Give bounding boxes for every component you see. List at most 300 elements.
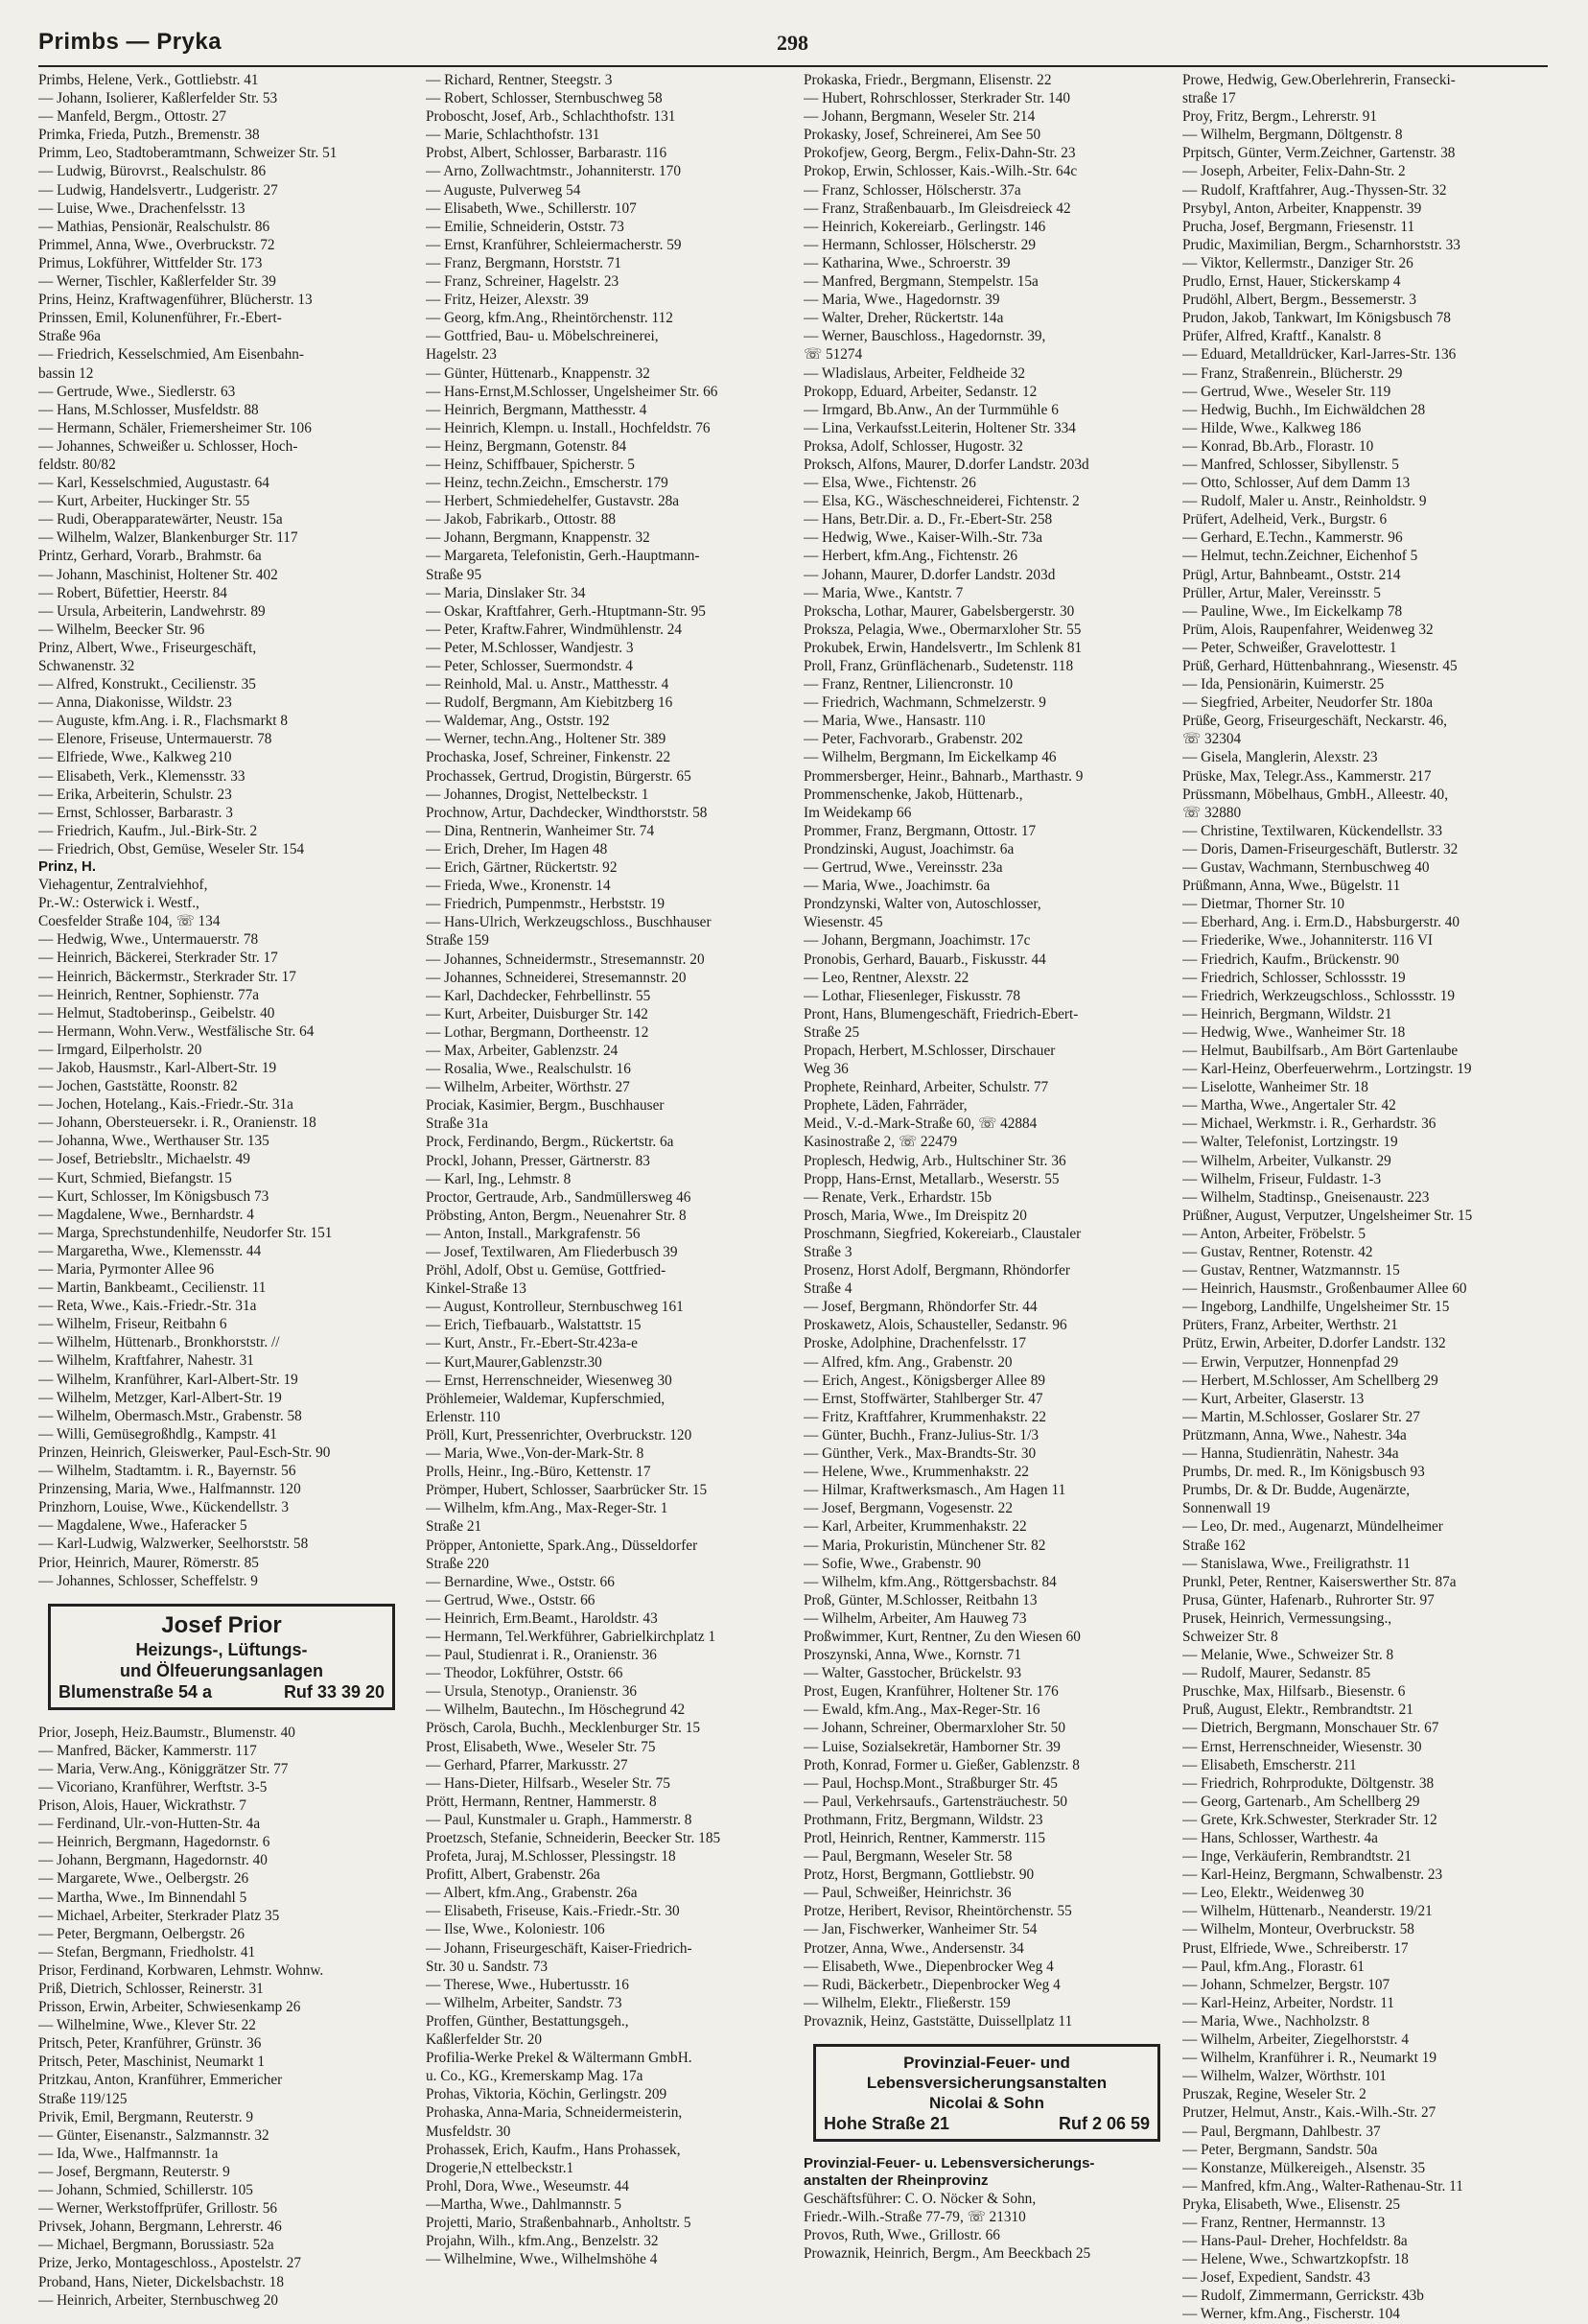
directory-entry: Prosch, Maria, Wwe., Im Dreispitz 20 <box>804 1207 1027 1224</box>
directory-entry: — Franz, Schreiner, Hagelstr. 23 <box>426 273 619 291</box>
directory-entry: — Werner, kfm.Ang., Fischerstr. 104 <box>1182 2306 1400 2323</box>
directory-entry: — Viktor, Kellermstr., Danziger Str. 26 <box>1182 254 1413 271</box>
directory-entry: — Rudi, Oberapparatewärter, Neustr. 15a <box>38 511 283 528</box>
directory-entry: — Hans, M.Schlosser, Musfeldstr. 88 <box>38 401 259 418</box>
directory-entry: — Kurt, Anstr., Fr.-Ebert-Str.423a-e <box>426 1335 638 1352</box>
directory-entry: — Friederike, Wwe., Johanniterstr. 116 VI <box>1182 932 1433 950</box>
directory-entry: — Kurt, Arbeiter, Duisburger Str. 142 <box>426 1005 648 1022</box>
directory-entry: Musfeldstr. 30 <box>426 2123 511 2140</box>
directory-entry: — Ida, Wwe., Halfmannstr. 1a <box>38 2145 219 2162</box>
directory-entry: — Manfeld, Bergm., Ottostr. 27 <box>38 108 227 126</box>
directory-entry: Prinssen, Emil, Kolunenführer, Fr.-Ebert- <box>38 310 282 327</box>
directory-entry: — Friedrich, Wachmann, Schmelzerstr. 9 <box>804 694 1046 712</box>
entry-list <box>804 71 1168 2031</box>
directory-entry: — Dietrich, Bergmann, Monschauer Str. 67 <box>1182 1720 1439 1737</box>
directory-entry: — August, Kontrolleur, Sternbuschweg 161 <box>426 1299 684 1316</box>
directory-entry: — Heinrich, Bergmann, Matthesstr. 4 <box>426 401 647 418</box>
directory-entry: — Ida, Pensionärin, Kuimerstr. 25 <box>1182 676 1385 693</box>
directory-entry: — Maria, Prokuristin, Münchener Str. 82 <box>804 1537 1046 1554</box>
directory-entry: — Jochen, Gaststätte, Roonstr. 82 <box>38 1078 238 1095</box>
directory-entry: — Heinrich, Hausmstr., Großenbaumer Allee 60 <box>1182 1280 1467 1298</box>
directory-entry: Propp, Hans-Ernst, Metallarb., Weserstr. 55 <box>804 1170 1060 1187</box>
directory-entry: — Anton, Arbeiter, Fröbelstr. 5 <box>1182 1225 1366 1242</box>
directory-entry: Prondzinski, August, Joachimstr. 6a <box>804 840 1015 857</box>
directory-entry: Prisson, Erwin, Arbeiter, Schwiesenkamp 26 <box>38 1999 301 2016</box>
directory-entry: Prohl, Dora, Wwe., Weseumstr. 44 <box>426 2177 629 2195</box>
directory-entry: — Heinrich, Bergmann, Wildstr. 21 <box>1182 1005 1392 1022</box>
directory-entry: Prokop, Erwin, Schlosser, Kais.-Wilh.-Str. 64c <box>804 163 1078 180</box>
directory-entry: Privik, Emil, Bergmann, Reuterstr. 9 <box>38 2108 254 2125</box>
directory-entry: — Hedwig, Wwe., Untermauerstr. 78 <box>38 931 259 949</box>
directory-entry: — Peter, Schlosser, Suermondstr. 4 <box>426 658 633 674</box>
directory-entry: Prommenschenke, Jakob, Hüttenarb., <box>804 786 1023 803</box>
directory-entry: — Paul, kfm.Ang., Florastr. 61 <box>1182 1958 1365 1975</box>
directory-entry: Prüßner, August, Verputzer, Ungelsheimer Str. 15 <box>1182 1207 1473 1224</box>
directory-entry: — Karl-Heinz, Arbeiter, Nordstr. 11 <box>1182 1994 1394 2011</box>
directory-entry: — Johann, Friseurgeschäft, Kaiser-Friedrich- <box>426 1939 692 1957</box>
directory-entry: Straße 3 <box>804 1244 852 1260</box>
directory-entry: Privsek, Johann, Bergmann, Lehrerstr. 46 <box>38 2218 282 2236</box>
directory-entry: — Hedwig, Wwe., Kaiser-Wilh.-Str. 73a <box>804 529 1043 547</box>
directory-entry: Prost, Eugen, Kranführer, Holtener Str. 176 <box>804 1683 1059 1701</box>
directory-entry: — Alfred, kfm. Ang., Grabenstr. 20 <box>804 1353 1013 1371</box>
directory-entry: — Inge, Verkäuferin, Rembrandtstr. 21 <box>1182 1848 1412 1866</box>
directory-entry: Proksza, Pelagia, Wwe., Obermarxloher Str. 55 <box>804 621 1082 638</box>
directory-entry: — Hanna, Studienrätin, Nahestr. 34a <box>1182 1445 1399 1463</box>
directory-entry: — Maria, Verw.Ang., Königgrätzer Str. 77 <box>38 1760 289 1777</box>
directory-entry: Prolls, Heinr., Ing.-Büro, Kettenstr. 17 <box>426 1464 651 1481</box>
directory-entry: — Ferdinand, Ulr.-von-Hutten-Str. 4a <box>38 1816 261 1833</box>
directory-entry: — Rudolf, Maurer, Sedanstr. 85 <box>1182 1665 1371 1682</box>
directory-entry: — Paul, Hochsp.Mont., Straßburger Str. 45 <box>804 1774 1058 1792</box>
entry-list <box>38 876 403 1590</box>
directory-entry: Prütz, Erwin, Arbeiter, D.dorfer Landstr. 132 <box>1182 1335 1446 1352</box>
directory-entry: Straße 220 <box>426 1555 489 1572</box>
directory-entry: Primka, Frieda, Putzh., Bremenstr. 38 <box>38 127 260 144</box>
directory-entry: — Manfred, kfm.Ang., Walter-Rathenau-Str. 11 <box>1182 2177 1463 2195</box>
directory-entry: — Sofie, Wwe., Grabenstr. 90 <box>804 1555 981 1572</box>
directory-entry: Prokscha, Lothar, Maurer, Gabelsbergerstr. 30 <box>804 602 1075 620</box>
directory-entry: — Josef, Betriebsltr., Michaelstr. 49 <box>38 1151 250 1168</box>
directory-entry: — Ursula, Stenotyp., Oranienstr. 36 <box>426 1683 638 1701</box>
directory-entry: Prommer, Franz, Bergmann, Ottostr. 17 <box>804 822 1037 839</box>
directory-entry: — Vicoriano, Kranführer, Werftstr. 3-5 <box>38 1778 268 1796</box>
directory-entry: Pritsch, Peter, Maschinist, Neumarkt 1 <box>38 2054 266 2071</box>
directory-entry: — Wilhelm, Bergmann, Im Eickelkamp 46 <box>804 749 1057 766</box>
directory-entry: — Wilhelm, Arbeiter, Am Hauweg 73 <box>804 1609 1027 1627</box>
directory-entry: — Gisela, Manglerin, Alexstr. 23 <box>1182 749 1378 766</box>
directory-entry: — Paul, Verkehrsaufs., Gartensträuchestr. 50 <box>804 1793 1067 1810</box>
directory-entry: — Gustav, Rentner, Watzmannstr. 15 <box>1182 1262 1400 1279</box>
directory-entry: Pröpper, Antoniette, Spark.Ang., Düsseldorfer <box>426 1537 698 1554</box>
column-4 <box>1182 71 1547 2324</box>
directory-entry: — Erich, Angest., Königsberger Allee 89 <box>804 1372 1046 1389</box>
directory-entry: — Peter, Schweißer, Gravelottestr. 1 <box>1182 639 1397 656</box>
directory-entry: — Wilhelm, Arbeiter, Sandstr. 73 <box>426 1994 622 2011</box>
directory-entry: Prunkl, Peter, Rentner, Kaiserswerther Str. 87a <box>1182 1573 1457 1590</box>
directory-entry: — Frieda, Wwe., Kronenstr. 14 <box>426 878 611 895</box>
directory-entry: — Maria, Pyrmonter Allee 96 <box>38 1261 215 1278</box>
directory-entry: — Pauline, Wwe., Im Eickelkamp 78 <box>1182 602 1403 620</box>
directory-entry: Proßwimmer, Kurt, Rentner, Zu den Wiesen 60 <box>804 1628 1081 1645</box>
directory-entry: — Georg, kfm.Ang., Rheintörchenstr. 112 <box>426 310 673 327</box>
directory-entry: — Hans-Dieter, Hilfsarb., Weseler Str. 75 <box>426 1774 670 1792</box>
entry-list <box>1182 71 1547 2324</box>
directory-entry: — Wilhelm, Kranführer, Karl-Albert-Str. 19 <box>38 1371 298 1388</box>
directory-entry: Profilia-Werke Prekel & Wältermann GmbH. <box>426 2050 692 2067</box>
directory-entry: ☏ 51274 <box>804 346 863 364</box>
directory-entry: Prüller, Artur, Maler, Vereinsstr. 5 <box>1182 584 1381 601</box>
directory-entry: Proplesch, Hedwig, Arb., Hultschiner Str. 36 <box>804 1152 1066 1169</box>
directory-entry: — Wilhelmine, Wwe., Wilhelmshöhe 4 <box>426 2251 658 2268</box>
directory-entry: — Heinrich, Arbeiter, Sternbuschweg 20 <box>38 2291 279 2309</box>
directory-entry: Priß, Dietrich, Schlosser, Reinerstr. 31 <box>38 1981 264 1997</box>
page-header <box>38 23 1548 67</box>
ad-street: Hohe Straße 21 <box>824 2114 950 2134</box>
directory-entry: — Irmgard, Bb.Anw., An der Turmmühle 6 <box>804 401 1059 418</box>
directory-entry: Propach, Herbert, M.Schlosser, Dirschauer <box>804 1042 1056 1059</box>
directory-entry: — Rosalia, Wwe., Realschulstr. 16 <box>426 1061 631 1078</box>
directory-entry: — Wilhelm, Arbeiter, Vulkanstr. 29 <box>1182 1152 1391 1169</box>
directory-entry: — Luise, Sozialsekretär, Hamborner Str. 39 <box>804 1738 1061 1755</box>
directory-entry: Prüfer, Alfred, Kraftf., Kanalstr. 8 <box>1182 328 1382 345</box>
directory-entry: — Wilhelm, Stadtamtm. i. R., Bayernstr. 56 <box>38 1463 296 1480</box>
directory-entry: Prinzensing, Maria, Wwe., Halfmannstr. 120 <box>38 1481 301 1498</box>
directory-entry: Prohaska, Anna-Maria, Schneidermeisterin, <box>426 2104 683 2122</box>
directory-entry: Straße 21 <box>426 1518 482 1536</box>
directory-entry: — Wilhelm, kfm.Ang., Röttgersbachstr. 84 <box>804 1573 1057 1590</box>
directory-entry: — Wilhelm, Hüttenarb., Bronkhorststr. // <box>38 1334 280 1351</box>
directory-entry: — Johannes, Schweißer u. Schlosser, Hoch- <box>38 437 298 455</box>
directory-entry: Prumbs, Dr. & Dr. Budde, Augenärzte, <box>1182 1482 1411 1499</box>
directory-entry: Prützmann, Anna, Wwe., Nahestr. 34a <box>1182 1426 1407 1444</box>
directory-entry: — Heinrich, Bäckermstr., Sterkrader Str. 17 <box>38 968 296 985</box>
ad-line: Provinzial-Feuer- und <box>903 2054 1070 2073</box>
directory-entry: — Oskar, Kraftfahrer, Gerh.-Htuptmann-Str. 95 <box>426 602 706 620</box>
entry-list <box>38 71 403 858</box>
directory-entry: — Leo, Rentner, Alexstr. 22 <box>804 969 969 986</box>
directory-entry: Prophete, Reinhard, Arbeiter, Schulstr. 77 <box>804 1079 1049 1096</box>
highlighted-entry-head: Provinzial-Feuer- u. Lebensversicherungs- <box>804 2155 1095 2172</box>
directory-entry: — Otto, Schlosser, Auf dem Damm 13 <box>1182 475 1411 492</box>
directory-entry: Prisor, Ferdinand, Korbwaren, Lehmstr. Wohnw. <box>38 1961 324 1979</box>
directory-entry: — Johann, Bergmann, Knappenstr. 32 <box>426 529 650 547</box>
directory-entry: Prösch, Carola, Buchh., Mecklenburger Str. 15 <box>426 1720 701 1737</box>
directory-entry: — Johann, Maurer, D.dorfer Landstr. 203d <box>804 566 1056 583</box>
directory-entry: — Wilhelm, Obermasch.Mstr., Grabenstr. 58 <box>38 1407 302 1424</box>
directory-entry: — Ludwig, Bürovrst., Realschulstr. 86 <box>38 163 267 180</box>
directory-entry: — Mathias, Pensionär, Realschulstr. 86 <box>38 218 270 235</box>
directory-entry: Proetzsch, Stefanie, Schneiderin, Beecker Str. 185 <box>426 1830 721 1846</box>
directory-entry: — Therese, Wwe., Hubertusstr. 16 <box>426 1976 629 1993</box>
directory-entry: Prowe, Hedwig, Gew.Oberlehrerin, Fransecki- <box>1182 72 1456 88</box>
directory-entry: — Eduard, Metalldrücker, Karl-Jarres-Str. 136 <box>1182 346 1457 364</box>
directory-entry: — Elenore, Friseuse, Untermauerstr. 78 <box>38 731 272 748</box>
ad-company-name: Josef Prior <box>161 1611 282 1638</box>
directory-entry: — Leo, Elektr., Weidenweg 30 <box>1182 1885 1365 1902</box>
directory-entry: Prsybyl, Anton, Arbeiter, Knappenstr. 39 <box>1182 200 1422 217</box>
advertisement-provinzial <box>813 2044 1160 2142</box>
directory-entry: Prpitsch, Günter, Verm.Zeichner, Gartenstr. 38 <box>1182 145 1456 162</box>
directory-entry: — Johannes, Schneidermstr., Stresemannstr. 20 <box>426 951 705 968</box>
directory-entry: Pröbsting, Anton, Bergm., Neuenahrer Str. 8 <box>426 1207 687 1224</box>
directory-entry: Prügl, Artur, Bahnbeamt., Oststr. 214 <box>1182 566 1401 583</box>
directory-entry: — Gertrud, Wwe., Oststr. 66 <box>426 1591 596 1608</box>
directory-entry: Prinz, Albert, Wwe., Friseurgeschäft, <box>38 639 257 656</box>
highlighted-entry-head: Prinz, H. <box>38 858 97 876</box>
directory-entry: — Jakob, Fabrikarb., Ottostr. 88 <box>426 511 616 528</box>
directory-entry: — Martha, Wwe., Angertaler Str. 42 <box>1182 1097 1396 1115</box>
directory-entry: Provos, Ruth, Wwe., Grillostr. 66 <box>804 2227 1000 2244</box>
directory-entry: — Paul, Kunstmaler u. Graph., Hammerstr. 8 <box>426 1811 692 1828</box>
directory-entry: — Helmut, techn.Zeichner, Eichenhof 5 <box>1182 548 1418 565</box>
ad-line: Lebensversicherungsanstalten <box>866 2074 1108 2093</box>
directory-entry: — Auguste, kfm.Ang. i. R., Flachsmarkt 8 <box>38 713 289 730</box>
directory-entry: — Elsa, Wwe., Fichtenstr. 26 <box>804 475 976 492</box>
entry-list <box>38 1724 403 2310</box>
directory-entry: Pritzkau, Anton, Kranführer, Emmericher <box>38 2072 283 2089</box>
column-2 <box>426 71 790 2268</box>
directory-entry: Prondzynski, Walter von, Autoschlosser, <box>804 896 1041 913</box>
directory-entry: — Werner, Bauschloss., Hagedornstr. 39, <box>804 328 1046 345</box>
directory-entry: — Manfred, Schlosser, Sibyllenstr. 5 <box>1182 456 1399 473</box>
directory-entry: — Gerhard, Pfarrer, Markusstr. 27 <box>426 1756 628 1773</box>
directory-entry: — Jakob, Hausmstr., Karl-Albert-Str. 19 <box>38 1059 277 1076</box>
directory-entry: — Kurt, Arbeiter, Glaserstr. 13 <box>1182 1390 1365 1407</box>
directory-entry: Proszynski, Anna, Wwe., Kornstr. 71 <box>804 1647 1022 1664</box>
directory-entry: — Theodor, Lokführer, Oststr. 66 <box>426 1665 623 1682</box>
directory-entry: — Kurt,Maurer,Gablenzstr.30 <box>426 1353 602 1371</box>
directory-entry: — Gustav, Wachmann, Sternbuschweg 40 <box>1182 859 1430 877</box>
directory-entry: — Gertrud, Wwe., Weseler Str. 119 <box>1182 383 1391 400</box>
directory-entry: — Rudolf, Maler u. Anstr., Reinholdstr. 9 <box>1182 493 1427 510</box>
directory-entry: — Günter, Buchh., Franz-Julius-Str. 1/3 <box>804 1426 1039 1444</box>
directory-entry: Prudon, Jakob, Tankwart, Im Königsbusch 78 <box>1182 310 1451 327</box>
directory-entry: — Wilhelm, Elektr., Fließerstr. 159 <box>804 1994 1011 2011</box>
directory-entry: Schweizer Str. 8 <box>1182 1628 1278 1645</box>
directory-entry: Geschäftsführer: C. O. Nöcker & Sohn, <box>804 2191 1037 2208</box>
directory-entry: Prüters, Franz, Arbeiter, Werthstr. 21 <box>1182 1317 1398 1334</box>
directory-entry: — Maria, Wwe., Hansastr. 110 <box>804 713 986 730</box>
directory-entry: Proksch, Alfons, Maurer, D.dorfer Landstr. 203d <box>804 456 1089 473</box>
directory-entry: — Dietmar, Thorner Str. 10 <box>1182 896 1345 913</box>
directory-entry: — Johann, Schreiner, Obermarxloher Str. 50 <box>804 1720 1065 1737</box>
directory-entry: — Ernst, Stoffwärter, Stahlberger Str. 47 <box>804 1390 1043 1407</box>
directory-entry: — Stanislawa, Wwe., Freiligrathstr. 11 <box>1182 1555 1411 1572</box>
directory-entry: — Jan, Fischwerker, Wanheimer Str. 54 <box>804 1921 1038 1938</box>
directory-entry: — Helene, Wwe., Krummenhakstr. 22 <box>804 1464 1030 1481</box>
directory-entry: — Hubert, Rohrschlosser, Sterkrader Str. 140 <box>804 90 1071 107</box>
directory-entry: — Josef, Bergmann, Reuterstr. 9 <box>38 2163 230 2180</box>
directory-entry: — Johann, Bergmann, Joachimstr. 17c <box>804 932 1031 950</box>
directory-entry: Primmel, Anna, Wwe., Overbruckstr. 72 <box>38 236 275 253</box>
directory-entry: — Friedrich, Obst, Gemüse, Weseler Str. 154 <box>38 840 305 857</box>
directory-entry: — Magdalene, Wwe., Bernhardstr. 4 <box>38 1206 254 1223</box>
advertisement-prior <box>48 1604 395 1710</box>
directory-entry: Prochassek, Gertrud, Drogistin, Bürgerstr. 65 <box>426 767 691 785</box>
directory-entry: — Franz, Rentner, Liliencronstr. 10 <box>804 676 1014 693</box>
directory-entry: Straße 96a <box>38 328 101 345</box>
entry-list <box>804 2190 1168 2263</box>
directory-entry: Projetti, Mario, Straßenbahnarb., Anholtstr. 5 <box>426 2214 691 2231</box>
directory-entry: — Heinz, techn.Zeichn., Emscherstr. 179 <box>426 475 668 492</box>
directory-entry: — Michael, Bergmann, Borussiastr. 52a <box>38 2237 274 2254</box>
directory-entry: — Hermann, Schäler, Friemersheimer Str. 106 <box>38 419 312 436</box>
ad-line: Nicolai & Sohn <box>929 2094 1044 2113</box>
ad-line: Heizungs-, Lüftungs- <box>135 1639 308 1659</box>
directory-entry: — Margarete, Wwe., Oelbergstr. 26 <box>38 1870 249 1888</box>
directory-entry: — Robert, Büfettier, Heerstr. 84 <box>38 584 227 601</box>
directory-entry: — Margareta, Telefonistin, Gerh.-Hauptmann- <box>426 548 700 565</box>
directory-entry: — Paul, Bergmann, Dahlbestr. 37 <box>1182 2123 1381 2140</box>
directory-entry: — Günther, Verk., Max-Brandts-Str. 30 <box>804 1445 1037 1463</box>
directory-entry: Protl, Heinrich, Rentner, Kammerstr. 115 <box>804 1830 1046 1846</box>
directory-entry: Prött, Hermann, Rentner, Hammerstr. 8 <box>426 1793 657 1810</box>
directory-entry: Proksa, Adolf, Schlosser, Hugostr. 32 <box>804 437 1023 455</box>
directory-entry: Pronobis, Gerhard, Bauarb., Fiskusstr. 44 <box>804 951 1046 968</box>
directory-entry: — Erika, Arbeiterin, Schulstr. 23 <box>38 786 232 803</box>
directory-entry: — Konrad, Bb.Arb., Florastr. 10 <box>1182 437 1374 455</box>
directory-entry: Protze, Heribert, Revisor, Rheintörchenstr. 55 <box>804 1903 1072 1920</box>
directory-entry: Pryka, Elisabeth, Wwe., Elisenstr. 25 <box>1182 2195 1401 2213</box>
directory-entry: — Friedrich, Pumpenmstr., Herbststr. 19 <box>426 896 665 913</box>
directory-entry: — Hedwig, Buchh., Im Eichwäldchen 28 <box>1182 401 1426 418</box>
directory-entry: — Konstanze, Mülkereigeh., Alsenstr. 35 <box>1182 2159 1426 2176</box>
directory-entry: Pröll, Kurt, Pressenrichter, Overbruckstr. 120 <box>426 1426 692 1444</box>
directory-entry: feldstr. 80/82 <box>38 456 116 473</box>
directory-entry: — Reinhold, Mal. u. Anstr., Matthesstr. 4 <box>426 676 669 693</box>
directory-entry: Prusa, Günter, Hafenarb., Ruhrorter Str. 97 <box>1182 1591 1435 1608</box>
directory-entry: — Heinrich, Klempn. u. Install., Hochfeldstr. 76 <box>426 419 711 436</box>
directory-entry: — Peter, M.Schlosser, Wandjestr. 3 <box>426 639 634 656</box>
directory-entry: Straße 31a <box>426 1115 488 1133</box>
directory-entry: — Reta, Wwe., Kais.-Friedr.-Str. 31a <box>38 1298 257 1315</box>
directory-entry: Proboscht, Josef, Arb., Schlachthofstr. 131 <box>426 108 676 126</box>
directory-entry: Weg 36 <box>804 1061 849 1078</box>
directory-entry: — Walter, Telefonist, Lortzingstr. 19 <box>1182 1134 1398 1151</box>
running-head: Primbs — Pryka <box>38 29 222 55</box>
directory-entry: Profeta, Juraj, M.Schlosser, Plessingstr. 18 <box>426 1848 676 1866</box>
directory-entry: — Rudi, Bäckerbetr., Diepenbrocker Weg 4 <box>804 1976 1061 1993</box>
directory-entry: — Ilse, Wwe., Koloniestr. 106 <box>426 1921 605 1938</box>
directory-entry: Projahn, Wilh., kfm.Ang., Benzelstr. 32 <box>426 2233 659 2250</box>
directory-entry: — Christine, Textilwaren, Kückendellstr. 33 <box>1182 822 1442 839</box>
directory-entry: Pruß, August, Elektr., Rembrandtstr. 21 <box>1182 1702 1413 1719</box>
directory-entry: — Liselotte, Wanheimer Str. 18 <box>1182 1079 1368 1096</box>
directory-entry: Primus, Lokführer, Wittfelder Str. 173 <box>38 254 263 271</box>
directory-entry: Pröhl, Adolf, Obst u. Gemüse, Gottfried- <box>426 1262 666 1279</box>
directory-entry: — Martha, Wwe., Im Binnendahl 5 <box>38 1889 247 1906</box>
directory-entry: — Günter, Eisenanstr., Salzmannstr. 32 <box>38 2126 269 2144</box>
directory-entry: — Wilhelmine, Wwe., Klever Str. 22 <box>38 2017 256 2034</box>
directory-entry: Pruschke, Max, Hilfsarb., Biesenstr. 6 <box>1182 1683 1406 1701</box>
entry-list <box>426 71 790 2268</box>
directory-entry: Probst, Albert, Schlosser, Barbarastr. 116 <box>426 145 667 162</box>
directory-entry: — Johann, Schmied, Schillerstr. 105 <box>38 2182 253 2199</box>
directory-entry: — Doris, Damen-Friseurgeschäft, Butlerstr. 32 <box>1182 840 1459 857</box>
directory-entry: — Ursula, Arbeiterin, Landwehrstr. 89 <box>38 602 266 620</box>
directory-entry: Proll, Franz, Grünflächenarb., Sudetenstr. 118 <box>804 658 1074 674</box>
directory-entry: Prüm, Alois, Raupenfahrer, Weidenweg 32 <box>1182 621 1434 638</box>
directory-entry: — Helmut, Stadtoberinsp., Geibelstr. 40 <box>38 1004 275 1021</box>
directory-entry: Kasinostraße 2, ☏ 22479 <box>804 1134 958 1151</box>
directory-entry: — Heinz, Schiffbauer, Spicherstr. 5 <box>426 456 635 473</box>
directory-entry: Proske, Adolphine, Drachenfelsstr. 17 <box>804 1335 1026 1352</box>
directory-entry: Prochnow, Artur, Dachdecker, Windthorststr. 58 <box>426 804 708 821</box>
directory-entry: — Heinrich, Kokereiarb., Gerlingstr. 146 <box>804 218 1046 235</box>
directory-entry: — Karl-Ludwig, Walzwerker, Seelhorststr. 58 <box>38 1536 309 1553</box>
directory-entry: — Gottfried, Bau- u. Möbelschreinerei, <box>426 328 659 345</box>
directory-entry: — Wilhelm, Stadtinsp., Gneisenaustr. 223 <box>1182 1188 1430 1206</box>
directory-entry: Schwanenstr. 32 <box>38 658 135 674</box>
directory-entry: Proctor, Gertraude, Arb., Sandmüllersweg 46 <box>426 1188 691 1206</box>
directory-entry: Wiesenstr. 45 <box>804 914 883 931</box>
directory-entry: Prüssmann, Möbelhaus, GmbH., Alleestr. 40, <box>1182 786 1449 803</box>
directory-entry: — Melanie, Wwe., Schweizer Str. 8 <box>1182 1647 1394 1664</box>
directory-entry: — Karl-Heinz, Bergmann, Schwalbenstr. 23 <box>1182 1866 1443 1884</box>
directory-entry: — Lothar, Bergmann, Dortheenstr. 12 <box>426 1023 649 1041</box>
directory-entry: Straße 159 <box>426 932 489 950</box>
directory-entry: Profitt, Albert, Grabenstr. 26a <box>426 1866 600 1884</box>
directory-entry: — Emilie, Schneiderin, Oststr. 73 <box>426 218 624 235</box>
directory-entry: — Karl, Ing., Lehmstr. 8 <box>426 1170 572 1187</box>
directory-entry: Printz, Gerhard, Vorarb., Brahmstr. 6a <box>38 548 262 565</box>
directory-entry: — Kurt, Schmied, Biefangstr. 15 <box>38 1169 232 1186</box>
directory-entry: — Friedrich, Werkzeugschloss., Schlossstr. 19 <box>1182 987 1456 1004</box>
directory-columns <box>38 71 1550 2323</box>
directory-entry: — Wilhelm, Walzer, Wörthstr. 101 <box>1182 2068 1387 2085</box>
directory-entry: Prohas, Viktoria, Köchin, Gerlingstr. 209 <box>426 2086 667 2103</box>
directory-entry: — Fritz, Heizer, Alexstr. 39 <box>426 292 589 309</box>
directory-entry: — Werner, Werkstoffprüfer, Grillostr. 56 <box>38 2200 278 2218</box>
directory-entry: Proffen, Günther, Bestattungsgeh., <box>426 2012 629 2030</box>
directory-entry: — Michael, Werkmstr. i. R., Gerhardstr. 36 <box>1182 1115 1436 1133</box>
directory-entry: Straße 119/125 <box>38 2090 128 2107</box>
directory-entry: Im Weidekamp 66 <box>804 804 912 821</box>
directory-entry: — Albert, kfm.Ang., Grabenstr. 26a <box>426 1885 638 1902</box>
directory-entry: — Johann, Maschinist, Holtener Str. 402 <box>38 566 278 583</box>
directory-entry: Straße 95 <box>426 566 482 583</box>
directory-entry: Prophete, Läden, Fahrräder, <box>804 1097 968 1115</box>
directory-entry: — Herbert, M.Schlosser, Am Schellberg 29 <box>1182 1372 1438 1389</box>
directory-entry: — Maria, Wwe., Hagedornstr. 39 <box>804 292 1000 309</box>
ad-phone: Ruf 2 06 59 <box>1058 2114 1150 2134</box>
directory-entry: — Ernst, Herrenschneider, Wiesenweg 30 <box>426 1372 672 1389</box>
directory-entry: Prüfert, Adelheid, Verk., Burgstr. 6 <box>1182 511 1388 528</box>
directory-entry: — Maria, Dinslaker Str. 34 <box>426 584 586 601</box>
directory-entry: Prosenz, Horst Adolf, Bergmann, Rhöndorfer <box>804 1262 1070 1279</box>
directory-entry: Prothmann, Fritz, Bergmann, Wildstr. 23 <box>804 1811 1043 1828</box>
directory-entry: — Johann, Bergmann, Weseler Str. 214 <box>804 108 1036 126</box>
directory-entry: Erlenstr. 110 <box>426 1408 501 1425</box>
directory-entry: — Johannes, Schlosser, Scheffelstr. 9 <box>38 1572 258 1589</box>
directory-entry: — Maria, Wwe., Joachimstr. 6a <box>804 878 991 895</box>
directory-entry: — Hermann, Wohn.Verw., Westfälische Str. 64 <box>38 1022 315 1040</box>
directory-entry: Provaznik, Heinz, Gaststätte, Duissellplatz 11 <box>804 2012 1073 2030</box>
directory-entry: — Josef, Bergmann, Vogesenstr. 22 <box>804 1500 1013 1517</box>
directory-entry: Prokaska, Friedr., Bergmann, Elisenstr. 22 <box>804 72 1052 88</box>
directory-entry: — Heinrich, Rentner, Sophienstr. 77a <box>38 986 260 1003</box>
directory-entry: Sonnenwall 19 <box>1182 1500 1271 1517</box>
directory-entry: — Erwin, Verputzer, Honnenpfad 29 <box>1182 1353 1399 1371</box>
directory-entry: Prüß, Gerhard, Hüttenbahnrang., Wiesenstr. 45 <box>1182 658 1458 674</box>
directory-entry: — Martin, M.Schlosser, Goslarer Str. 27 <box>1182 1408 1420 1425</box>
directory-entry: Proy, Fritz, Bergm., Lehrerstr. 91 <box>1182 108 1378 126</box>
directory-entry: — Elsa, KG., Wäscheschneiderei, Fichtenstr. 2 <box>804 493 1080 510</box>
directory-entry: — Wladislaus, Arbeiter, Feldheide 32 <box>804 364 1026 382</box>
directory-entry: — Kurt, Schlosser, Im Königsbusch 73 <box>38 1187 269 1205</box>
directory-entry: Prock, Ferdinando, Bergm., Rückertstr. 6a <box>426 1134 674 1151</box>
